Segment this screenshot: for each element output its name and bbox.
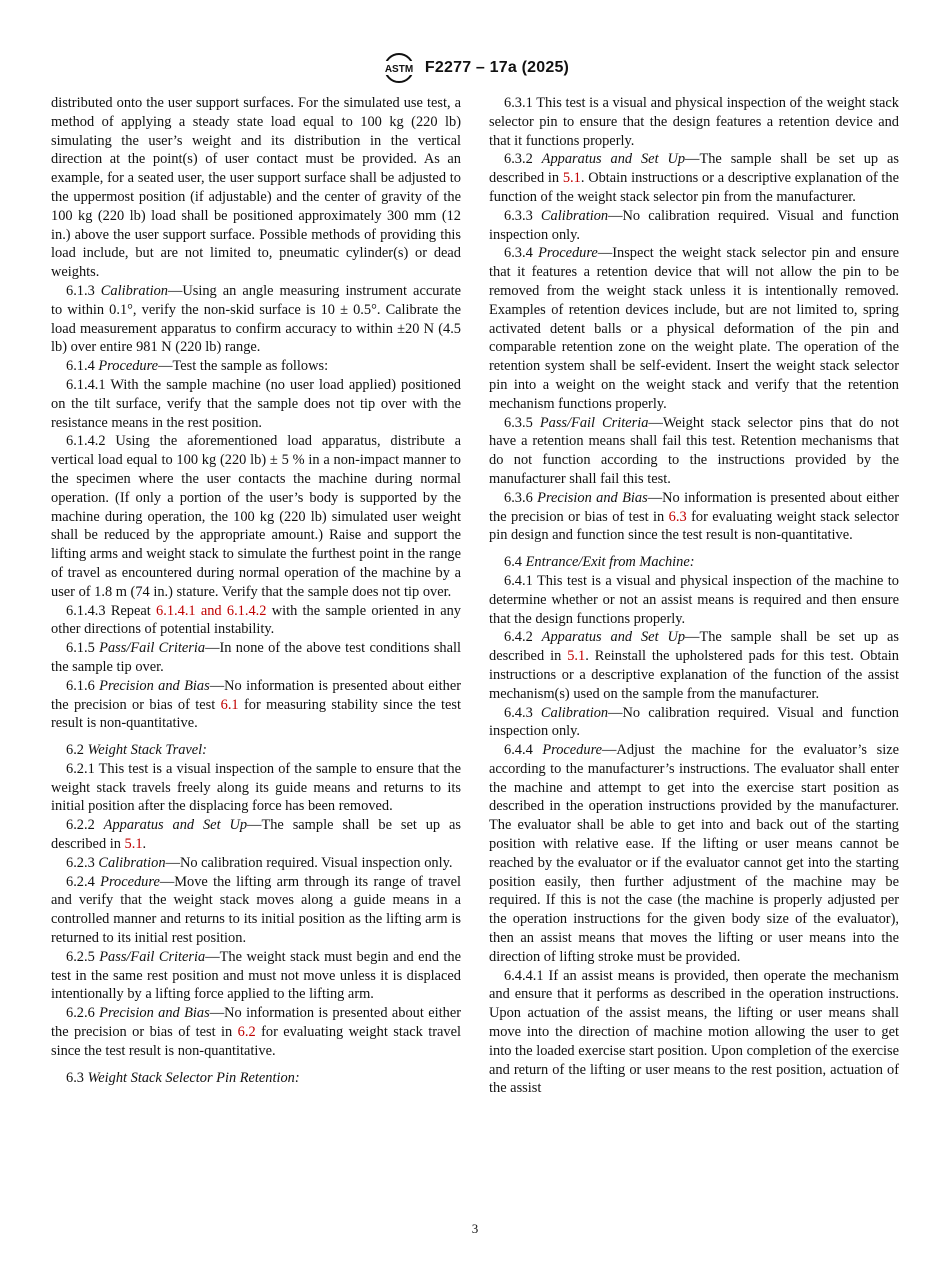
section-heading-6-2: 6.2 Weight Stack Travel: xyxy=(66,742,207,759)
paragraph-6-3-2: 6.3.2 Apparatus and Set Up—The sample shall be set up as described in 5.1. Obtain instructions or a descriptive explanation of the function of the weight stack selector pin from the manufacturer. xyxy=(489,151,899,205)
page-header xyxy=(0,50,950,86)
ref-link-5-1[interactable]: 5.1 xyxy=(562,170,581,187)
paragraph-6-3-4: 6.3.4 Procedure—Inspect the weight stack selector pin and ensure that it features a retention device that will not allow the pin to be removed from the weight stack unless it is intentionally removed. Examples of retention devices include, but are not limited to, spring activated detent balls or a physical deformation of the pin and comparable retention zone on the weight plate. The operation of the retention system shall be self-evident. Insert the weight stack selector pin into a weight on the weight stack and verify that the retention mechanism functions properly. xyxy=(489,245,899,412)
paragraph-6-4-4: 6.4.4 Procedure—Adjust the machine for the evaluator’s size according to the manufacturer’s instructions. The evaluator shall enter the machine and attempt to get into the exercise start position as described in the operation instructions provided by the manufacturer. The evaluator shall be able to get into and back out of the starting position with relative ease. If the lifting or user means cannot be reached by the evaluator or if the evaluator cannot get into the starting position easily, then further adjustment of the machine may be required. If this is not the case (the machine is properly adjusted per the operation instructions for the given body size of the evaluator), then an assist means that moves the lifting or user means into the direction of lifting stroke must be provided. xyxy=(489,742,899,965)
ref-link-5-1[interactable]: 5.1 xyxy=(567,648,586,665)
ref-link-6-3[interactable]: 6.3 xyxy=(668,508,687,525)
paragraph-6-2-2: 6.2.2 Apparatus and Set Up—The sample shall be set up as described in 5.1. xyxy=(51,817,461,853)
astm-logo-icon xyxy=(381,51,417,85)
ref-link-5-1[interactable]: 5.1 xyxy=(124,836,143,853)
paragraph-6-4-4-1: 6.4.4.1 If an assist means is provided, then operate the mechanism and ensure that it performs as described in the operation instructions. Upon actuation of the assist means, the lifting or user means shall move into the direction of machine motion allowing the user to get into the loaded exercise start position. Upon completion of the exercise and return of the lifting or user means to the rest position, actuation of the assist xyxy=(489,967,899,1097)
paragraph-6-1-4-3: 6.1.4.3 Repeat 6.1.4.1 and 6.1.4.2 with the sample oriented in any other directions of potential instability. xyxy=(51,602,461,638)
logo-text: ASTM xyxy=(384,64,414,75)
paragraph-6-4-3: 6.4.3 Calibration—No calibration required. Visual and function inspection only. xyxy=(489,704,899,740)
paragraph-6-1-4: 6.1.4 Procedure—Test the sample as follows: xyxy=(66,358,329,375)
page-number: 3 xyxy=(471,1221,479,1236)
paragraph-6-2-6: 6.2.6 Precision and Bias—No information is presented about either the precision or bias of test in 6.2 for evaluating weight stack travel since the test result is non-quantitative. xyxy=(51,1005,461,1059)
paragraph-6-3-1: 6.3.1 This test is a visual and physical inspection of the weight stack selector pin to ensure that the design features a retention device and that it functions properly. xyxy=(489,95,899,149)
paragraph-6-3-3: 6.3.3 Calibration—No calibration required. Visual and function inspection only. xyxy=(489,207,899,243)
paragraph-6-4-2: 6.4.2 Apparatus and Set Up—The sample shall be set up as described in 5.1. Reinstall the upholstered pads for this test. Obtain instructions or a descriptive explanation of the function of the assist mechanism(s) used on the sample from the manufacturer. xyxy=(489,629,899,702)
document-id: F2277 – 17a (2025) xyxy=(424,59,570,76)
paragraph-6-1-4-1: 6.1.4.1 With the sample machine (no user load applied) positioned on the tilt surface, verify that the sample does not tip over with the resistance means in the rest position. xyxy=(51,376,461,431)
paragraph-6-3-6: 6.3.6 Precision and Bias—No information is presented about either the precision or bias of test in 6.3 for evaluating weight stack selector pin design and function since the test result is non-quantitative. xyxy=(489,489,899,544)
paragraph: distributed onto the user support surfaces. For the simulated use test, a method of applying a steady state load equal to 100 kg (220 lb) simulating the user’s weight and its distribution in the vertical direction at the point(s) of user contact must be provided. As an example, for a seated user, the user support surface shall be adjusted to the uppermost position (if adjustable) and the center of gravity of the 100 kg (220 lb) load shall be positioned approximately 300 mm (12 in.) above the user support surface. Possible methods of providing this load include, but are not limited to, pneumatic cylinder(s) or dead weights. xyxy=(51,95,461,281)
section-heading-6-3: 6.3 Weight Stack Selector Pin Retention: xyxy=(66,1069,300,1086)
paragraph-6-1-5: 6.1.5 Pass/Fail Criteria—In none of the above test conditions shall the sample tip over. xyxy=(51,640,461,675)
paragraph-6-1-3: 6.1.3 Calibration—Using an angle measuring instrument accurate to within 0.1°, verify the non-skid surface is 10 ± 0.5°. Calibrate the load measurement apparatus to confirm accuracy to within ±20 N (4.5 lb) over entire 981 N (220 lb) range. xyxy=(51,282,461,356)
paragraph-6-2-3: 6.2.3 Calibration—No calibration required. Visual inspection only. xyxy=(66,854,453,871)
left-column xyxy=(51,94,461,1087)
ref-link-6-1-4-1[interactable]: 6.1.4.1 and 6.1.4.2 xyxy=(156,602,267,619)
paragraph-6-2-1: 6.2.1 This test is a visual inspection of the sample to ensure that the weight stack travels freely along its guide means and returns to its initial position after the displacing force has been removed. xyxy=(51,760,461,815)
section-heading-6-4: 6.4 Entrance/Exit from Machine: xyxy=(504,554,695,571)
paragraph-6-4-1: 6.4.1 This test is a visual and physical inspection of the machine to determine whether or not an assist means is required and then ensure that the design functions properly. xyxy=(489,572,899,627)
right-column xyxy=(489,94,899,1098)
ref-link-6-2[interactable]: 6.2 xyxy=(237,1024,256,1041)
paragraph-6-1-6: 6.1.6 Precision and Bias—No information is presented about either the precision or bias of test 6.1 for measuring stability since the test result is non-quantitative. xyxy=(51,677,461,732)
paragraph-6-3-5: 6.3.5 Pass/Fail Criteria—Weight stack selector pins that do not have a retention means shall fail this test. Retention mechanisms that do not function according to the instructions provided by the manufacturer shall fail this test. xyxy=(489,414,899,487)
ref-link-6-1[interactable]: 6.1 xyxy=(220,696,239,713)
paragraph-6-1-4-2: 6.1.4.2 Using the aforementioned load apparatus, distribute a vertical load equal to 100 kg (220 lb) ± 5 % in a non-impact manner to the specimen where the user contacts the machine during normal operation. (If only a portion of the user’s body is supported by the machine during operation, the 100 kg (220 lb) simulated user weight shall be reduced by the appropriate amount.) Raise and support the lifting arms and weight stack to simulate the furthest point in the range of travel as encountered during normal operation of the machine by a user of 1.8 m (74 in.) stature. Verify that the sample does not tip over. xyxy=(51,433,461,600)
paragraph-6-2-4: 6.2.4 Procedure—Move the lifting arm through its range of travel and verify that the weight stack moves along a guide means in a controlled manner and returns to its initial position as the lifting arm is returned to its initial rest position. xyxy=(51,873,461,947)
paragraph-6-2-5: 6.2.5 Pass/Fail Criteria—The weight stack must begin and end the test in the same rest position and must not move unless it is displaced intentionally by a lifting force applied to the lifting arm. xyxy=(51,948,461,1003)
